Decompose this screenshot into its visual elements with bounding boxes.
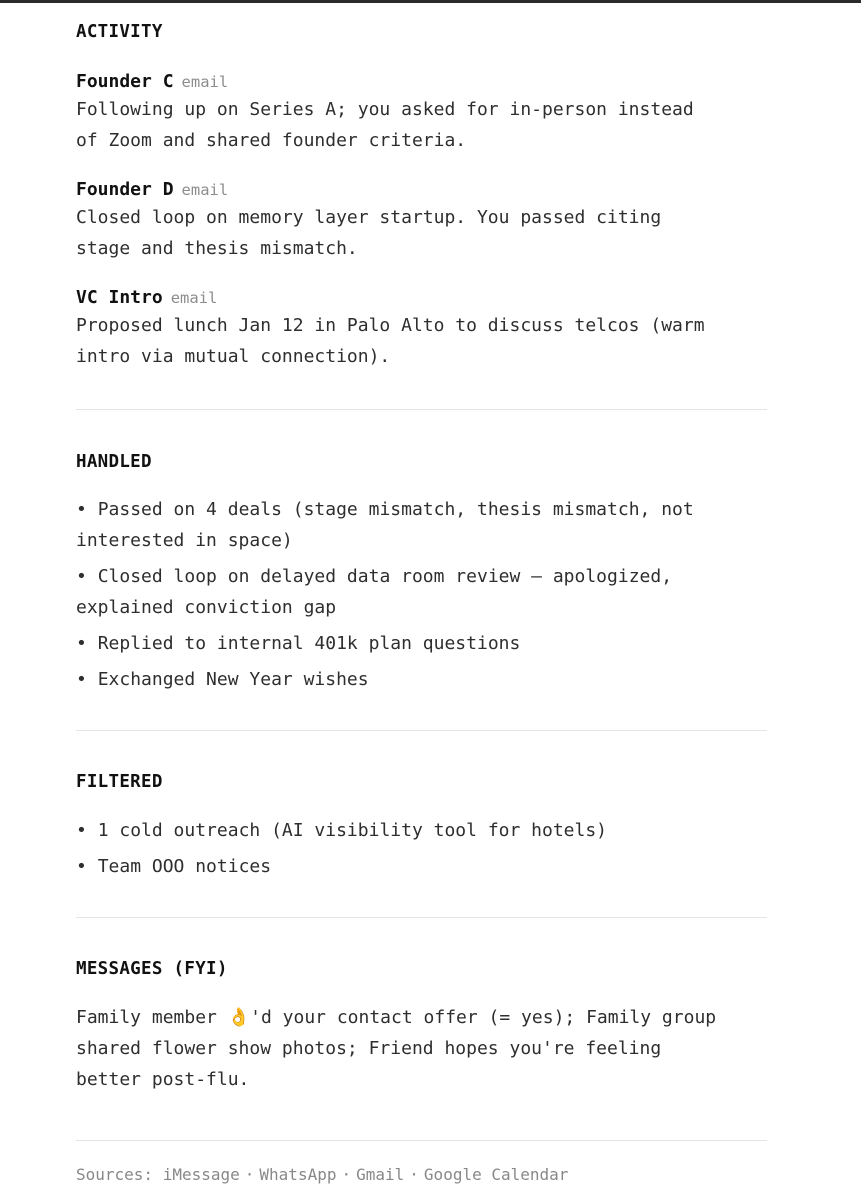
handled-item: • Closed loop on delayed data room review — apologized, explained conviction gap xyxy=(76,566,673,618)
activity-item-name: Founder D xyxy=(76,179,174,200)
activity-item-name: VC Intro xyxy=(76,287,163,308)
filtered-item: • Team OOO notices xyxy=(76,856,272,877)
separator: · xyxy=(244,1165,255,1184)
messages-summary: Family member 👌'd your contact offer (= yes); Family group shared flower show photos; Friend hopes you're feeling better post-flu. xyxy=(76,1007,717,1090)
activity-item-founder-c xyxy=(76,70,767,156)
activity-item-channel: email xyxy=(181,73,229,91)
activity-item-summary: Closed loop on memory layer startup. You passed citing stage and thesis mismatch. xyxy=(76,207,662,259)
source-gmail[interactable]: Gmail xyxy=(356,1165,405,1184)
handled-item: • Passed on 4 deals (stage mismatch, thesis mismatch, not interested in space) xyxy=(76,499,694,551)
messages-heading: MESSAGES (FYI) xyxy=(76,959,228,979)
top-border xyxy=(0,0,861,3)
activity-item-summary: Following up on Series A; you asked for in-person instead of Zoom and shared founder criteria. xyxy=(76,99,694,151)
source-google-calendar[interactable]: Google Calendar xyxy=(423,1165,569,1184)
activity-heading: ACTIVITY xyxy=(76,22,163,42)
bullet-icon: • xyxy=(76,633,87,654)
section-divider xyxy=(76,1140,767,1141)
sources-label: Sources: xyxy=(76,1165,154,1184)
activity-item-founder-d xyxy=(76,178,767,264)
bullet-icon: • xyxy=(76,499,87,520)
section-divider xyxy=(76,409,767,410)
source-whatsapp[interactable]: WhatsApp xyxy=(259,1165,337,1184)
activity-item-summary: Proposed lunch Jan 12 in Palo Alto to discuss telcos (warm intro via mutual connection). xyxy=(76,315,705,367)
handled-item: • Exchanged New Year wishes xyxy=(76,669,369,690)
section-divider xyxy=(76,730,767,731)
activity-item-channel: email xyxy=(170,289,218,307)
handled-item: • Replied to internal 401k plan questions xyxy=(76,633,521,654)
separator: · xyxy=(341,1165,352,1184)
filtered-heading: FILTERED xyxy=(76,772,163,792)
separator: · xyxy=(409,1165,419,1184)
activity-item-name: Founder C xyxy=(76,71,174,92)
activity-item-channel: email xyxy=(181,181,229,199)
bullet-icon: • xyxy=(76,820,87,841)
handled-heading: HANDLED xyxy=(76,452,152,472)
sources-footer xyxy=(76,1164,568,1186)
bullet-icon: • xyxy=(76,566,87,587)
source-imessage[interactable]: iMessage xyxy=(162,1165,240,1184)
bullet-icon: • xyxy=(76,669,87,690)
section-divider xyxy=(76,917,767,918)
activity-item-vc-intro xyxy=(76,286,767,372)
filtered-item: • 1 cold outreach (AI visibility tool for hotels) xyxy=(76,820,608,841)
bullet-icon: • xyxy=(76,856,87,877)
